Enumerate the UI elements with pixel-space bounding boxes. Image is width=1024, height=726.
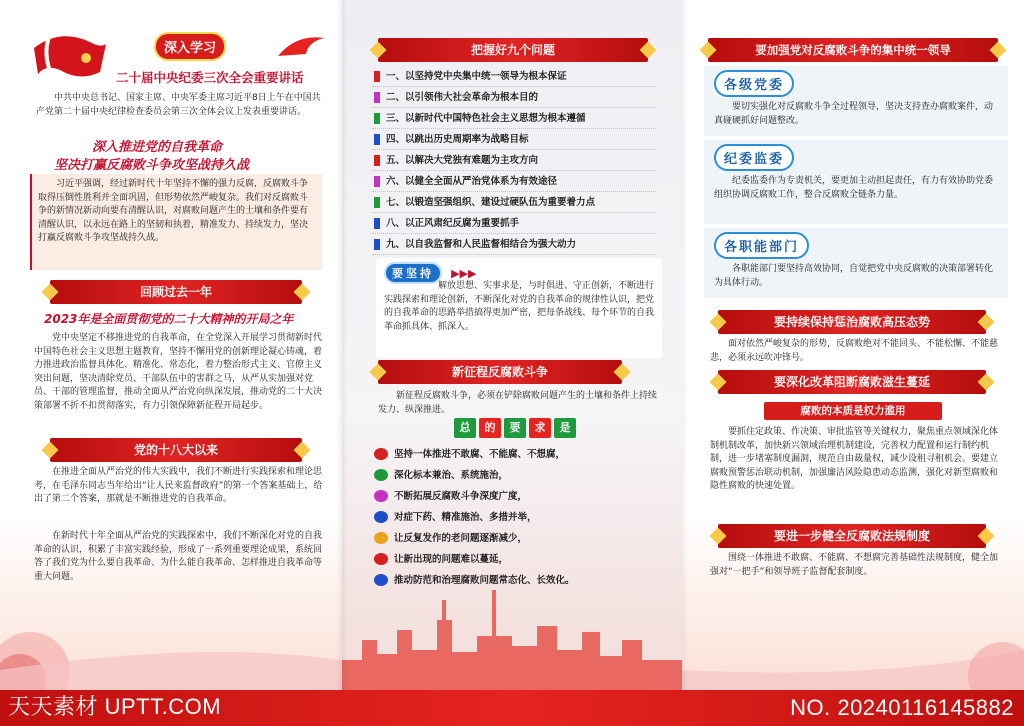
issue-item — [372, 129, 656, 150]
requirement-title-char: 总 — [454, 418, 476, 438]
issue-item — [372, 192, 656, 213]
issue-label: 七、以锻造坚强组织、建设过硬队伍为重要着力点 — [386, 197, 596, 208]
nine-issues-banner: 把握好九个问题 — [378, 38, 648, 62]
high-pressure-banner: 要持续保持惩治腐败高压态势 — [718, 310, 986, 334]
departments-tag: 各职能部门 — [714, 232, 809, 259]
issue-item — [372, 234, 656, 255]
left-panel — [0, 0, 342, 690]
headline: 二十届中央纪委三次全会重要讲话 — [116, 70, 304, 85]
bullet-marker-icon — [374, 239, 380, 250]
middle-panel — [342, 0, 682, 690]
requirement-label: 不断拓展反腐败斗争深度广度， — [394, 491, 528, 502]
discipline-tag: 纪委监委 — [714, 144, 794, 171]
requirement-item — [372, 549, 656, 570]
requirements-title — [454, 418, 576, 438]
departments-text: 各职能部门要坚持高效协同，自觉把党中央反腐败的决策部署转化为具体行动。 — [714, 264, 994, 288]
peony-decoration — [0, 580, 342, 690]
leaf-bullet-icon — [374, 448, 388, 460]
issue-label: 五、以解决大党独有难题为主攻方向 — [386, 155, 539, 166]
requirement-label: 深化标本兼治、系统施治， — [394, 470, 509, 481]
theme-line-2: 坚决打赢反腐败斗争攻坚战持久战 — [54, 158, 250, 173]
anti-corruption-banner: 新征程反腐败斗争 — [378, 360, 622, 384]
quote-box — [30, 174, 322, 270]
requirement-title-char: 的 — [479, 418, 501, 438]
requirement-title-char: 要 — [504, 418, 526, 438]
party-flag-icon — [30, 28, 108, 94]
requirement-item — [372, 507, 656, 528]
review-banner: 回顾过去一年 — [50, 280, 302, 304]
study-tag: 深入学习 — [154, 32, 226, 61]
requirement-item — [372, 486, 656, 507]
reform-text: 要抓住定政策、作决策、审批监管等关键权力，聚焦重点领域深化体制机制改革，加快新兴领域治理机制建设，完善权力配置和运行制约机制，进一步堵塞制度漏洞，规范自由裁量权，减少设租寻租机会。要建立腐败预警惩治联动机制，加强廉洁风险隐患动态监测，强化对新型腐败和隐性腐败的快速处置。 — [710, 427, 999, 491]
requirement-label: 让反复发作的老问题逐渐减少， — [394, 533, 528, 544]
issue-label: 六、以健全全面从严治党体系为有效途径 — [386, 176, 558, 187]
since18-para-2: 在新时代十年全面从严治党的实践探索中，我们不断深化对党的自我革命的认识，积累了丰富实践经验，形成了一系列重要理论成果，系统回答了我们党为什么要自我革命、为什么能自我革命、怎样推进自我革命等重大问题。 — [34, 531, 323, 582]
requirement-label: 推动防范和治理腐败问题常态化、长效化。 — [394, 575, 575, 586]
review-subhead: 2023年是全面贯彻党的二十大精神的开局之年 — [44, 312, 294, 326]
reform-banner: 要深化改革阻断腐败滋生蔓延 — [718, 370, 986, 394]
discipline-text: 纪委监委作为专责机关，要更加主动担起责任，有力有效协助党委组织协调反腐败工作，整合反腐败全链条力量。 — [714, 176, 994, 200]
issue-item — [372, 213, 656, 234]
party-committee-tag: 各级党委 — [714, 70, 794, 97]
issue-label: 三、以新时代中国特色社会主义思想为根本遵循 — [386, 113, 586, 124]
footer-right-text: NO. 20240116145882 — [790, 695, 1014, 720]
regulations-text: 围绕一体推进不敢腐、不能腐、不想腐完善基础性法规制度，健全加强对“一把手”和领导班子监督配套制度。 — [710, 553, 999, 577]
leaf-bullet-icon — [374, 553, 388, 565]
requirement-label: 坚持一体推进不敢腐、不能腐、不想腐， — [394, 449, 566, 460]
regulations-banner: 要进一步健全反腐败法规制度 — [718, 524, 986, 548]
requirement-label: 让新出现的问题难以蔓延， — [394, 554, 509, 565]
nine-issues-list — [372, 66, 656, 255]
arrows-icon: ▶▶▶ — [451, 267, 477, 280]
peony-decoration-2 — [682, 580, 1024, 690]
section-departments — [704, 228, 1008, 298]
bullet-marker-icon — [374, 113, 380, 124]
footer-bar — [0, 690, 1024, 726]
leaf-bullet-icon — [374, 490, 388, 502]
issue-label: 一、以坚持党中央集中统一领导为根本保证 — [386, 71, 567, 82]
bullet-marker-icon — [374, 155, 380, 166]
high-pressure-text: 面对依然严峻复杂的形势，反腐败绝对不能回头、不能松懈、不能慈悲，必须永远吹冲锋号。 — [710, 339, 999, 363]
issue-label: 八、以正风肃纪反腐为重要抓手 — [386, 218, 520, 229]
fold-shadow-3 — [682, 0, 688, 690]
requirement-item — [372, 465, 656, 486]
issue-item — [372, 66, 656, 87]
intro-text: 中共中央总书记、国家主席、中央军委主席习近平8日上午在中国共产党第二十届中央纪律检查委员会第三次全体会议上发表重要讲话。 — [36, 93, 321, 117]
section-discipline — [704, 140, 1008, 224]
issue-item — [372, 108, 656, 129]
requirement-label: 对症下药、精准施治、多措并举， — [394, 512, 537, 523]
bullet-marker-icon — [374, 134, 380, 145]
footer-left-text: 天天素材 UPTT.COM — [8, 694, 222, 719]
requirement-title-char: 求 — [529, 418, 551, 438]
quote-text: 习近平强调，经过新时代十年坚持不懈的强力反腐，反腐败斗争取得压倒性胜利并全面巩固，但形势依然严峻复杂。我们对反腐败斗争的新情况新动向要有清醒认识，对腐败问题产生的土壤和条件要有清醒认识，以永远在路上的坚韧和执着，精准发力、持续发力，坚决打赢反腐败斗争攻坚战持久战。 — [38, 179, 309, 243]
bullet-marker-icon — [374, 197, 380, 208]
issue-item — [372, 87, 656, 108]
tag-wrap — [154, 32, 226, 61]
persist-tag: 要坚持 — [384, 262, 442, 284]
flame-icon — [276, 32, 326, 60]
party-committee-text: 要切实强化对反腐败斗争全过程领导，坚决支持查办腐败案件，动真碰硬抓好问题整改。 — [714, 102, 994, 126]
review-text: 党中央坚定不移推进党的自我革命，在全党深入开展学习贯彻新时代中国特色社会主义思想主题教育，坚持不懈用党的创新理论凝心铸魂，着力推进政治监督具体化、精准化、常态化，着力整治形式主义、官僚主义突出问题，坚决清除党员、干部队伍中的害群之马，从严从实加强对党员、干部的管理监督，推动全面从严治党向纵深发展，推动党的二十大决策部署不折不扣贯彻落实，有力引领保障新征程开局起步。 — [34, 333, 323, 411]
theme-line-1: 深入推进党的自我革命 — [92, 140, 223, 155]
right-panel — [682, 0, 1024, 690]
leaf-bullet-icon — [374, 469, 388, 481]
issue-item — [372, 171, 656, 192]
leadership-banner: 要加强党对反腐败斗争的集中统一领导 — [708, 38, 998, 62]
persist-box — [376, 258, 662, 358]
issue-item — [372, 150, 656, 171]
since18-banner: 党的十八大以来 — [50, 438, 302, 462]
since18-para-1: 在推进全面从严治党的伟大实践中，我们不断进行实践探索和理论思考，在毛泽东同志当年给出“让人民来监督政府”的第一个答案基础上，给出了第二个答案，那就是不断推进党的自我革命。 — [34, 467, 323, 504]
anti-corruption-text: 新征程反腐败斗争，必须在铲除腐败问题产生的土壤和条件上持续发力、纵深推进。 — [378, 391, 658, 415]
section-party-committee — [704, 66, 1008, 136]
issue-label: 四、以跳出历史周期率为战略目标 — [386, 134, 529, 145]
leaf-bullet-icon — [374, 532, 388, 544]
bullet-marker-icon — [374, 218, 380, 229]
bullet-marker-icon — [374, 92, 380, 103]
requirement-item — [372, 528, 656, 549]
requirement-title-char: 是 — [554, 418, 576, 438]
issue-label: 九、以自我监督和人民监督相结合为强大动力 — [386, 239, 577, 250]
issue-label: 二、以引领伟大社会革命为根本目的 — [386, 92, 539, 103]
persist-text: 解放思想、实事求是，与时俱进、守正创新，不断进行实践探索和理论创新，不断深化对党的自我革命的规律性认识，把党的自我革命的思路举措搞得更加严密，把每条战线、每个环节的自我革命抓具体、抓深入。 — [384, 281, 655, 332]
city-skyline — [342, 580, 682, 690]
leaf-bullet-icon — [374, 511, 388, 523]
bullet-marker-icon — [374, 176, 380, 187]
fold-shadow-2 — [342, 0, 348, 690]
reform-subtitle: 腐败的本质是权力滥用 — [764, 402, 942, 420]
requirement-item — [372, 444, 656, 465]
requirements-list — [372, 444, 656, 591]
bullet-marker-icon — [374, 71, 380, 82]
